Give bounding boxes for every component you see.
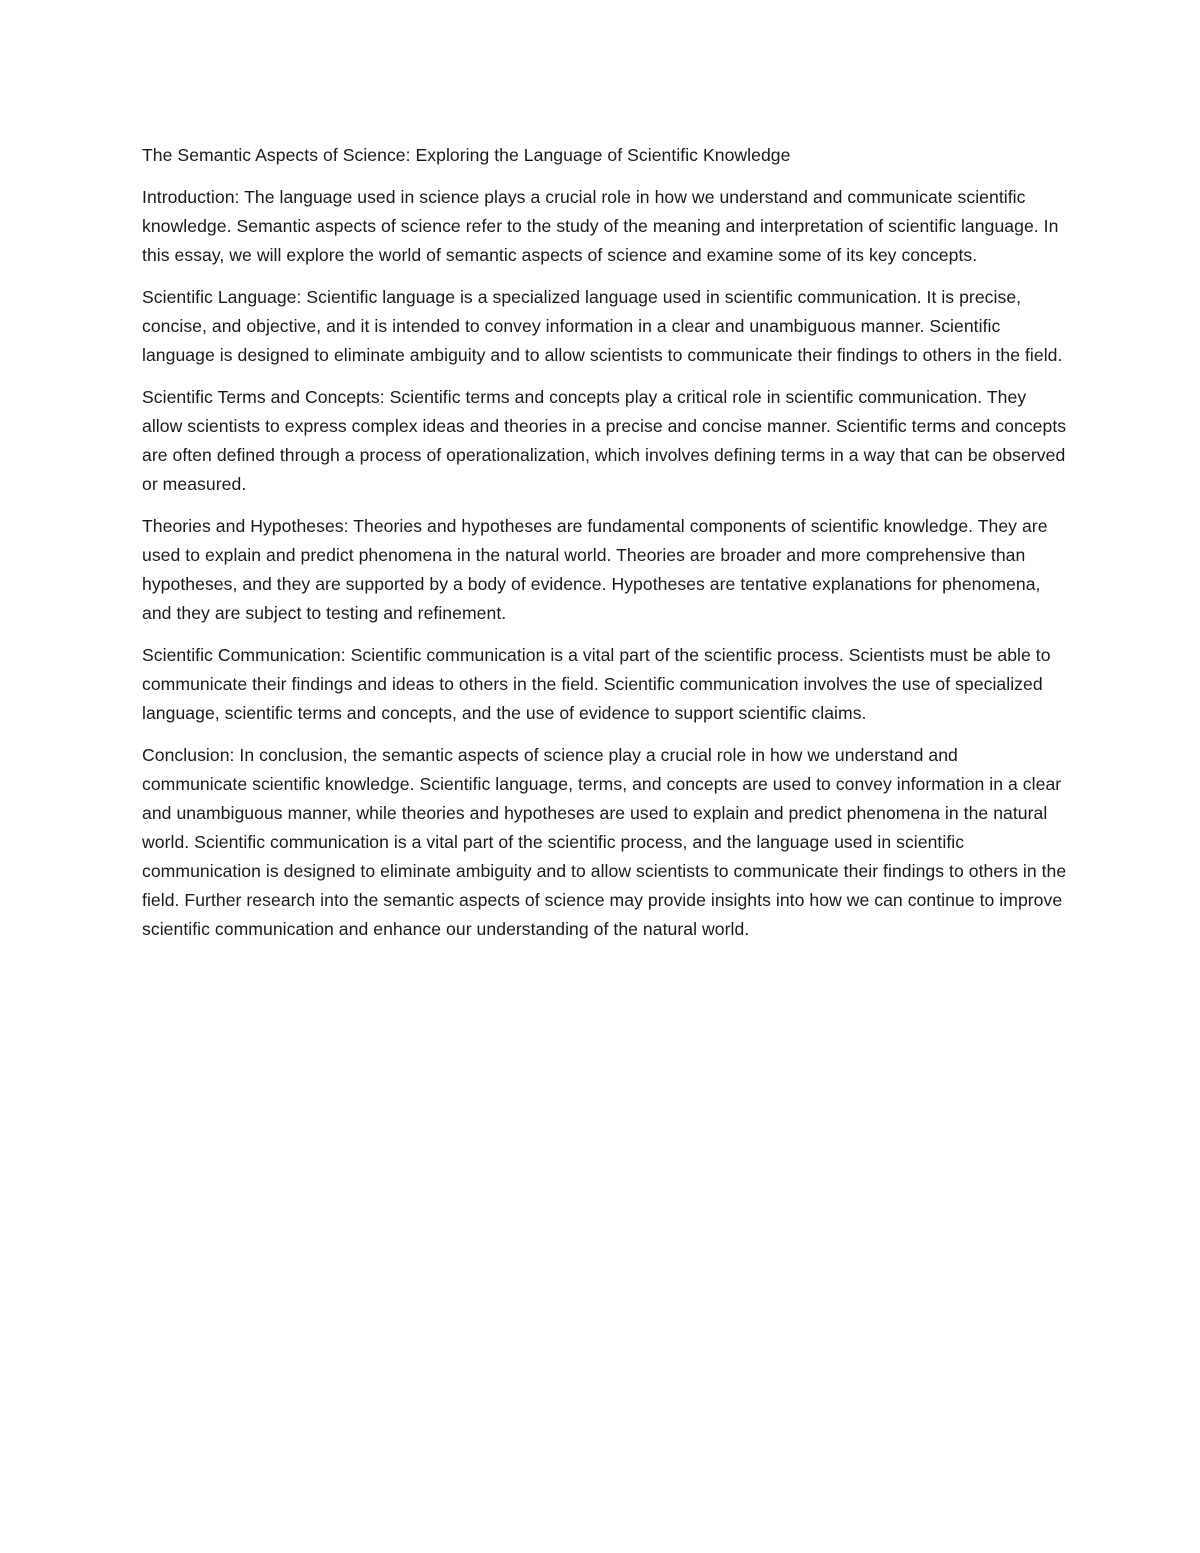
document-body <box>142 141 1067 957</box>
paragraph-scientific-terms: Scientific Terms and Concepts: Scientific terms and concepts play a critical role in scientific communication. They allow scientists to express complex ideas and theories in a precise and concise manner. Scientific terms and concepts are often defined through a process of operationalization, which involves defining terms in a way that can be observed or measured. <box>142 387 1067 494</box>
paragraph-introduction: Introduction: The language used in science plays a crucial role in how we understand and communicate scientific knowledge. Semantic aspects of science refer to the study of the meaning and interpretation of scientific language. In this essay, we will explore the world of semantic aspects of science and examine some of its key concepts. <box>142 187 1059 265</box>
paragraph-theories-hypotheses: Theories and Hypotheses: Theories and hypotheses are fundamental components of scientific knowledge. They are used to explain and predict phenomena in the natural world. Theories are broader and more comprehensive than hypotheses, and they are supported by a body of evidence. Hypotheses are tentative explanations for phenomena, and they are subject to testing and refinement. <box>142 516 1048 623</box>
paragraph-scientific-communication: Scientific Communication: Scientific communication is a vital part of the scientific process. Scientists must be able to communicate their findings and ideas to others in the field. Scientific communication involves the use of specialized language, scientific terms and concepts, and the use of evidence to support scientific claims. <box>142 645 1051 723</box>
document-title: The Semantic Aspects of Science: Exploring the Language of Scientific Knowledge <box>142 145 791 165</box>
paragraph-scientific-language: Scientific Language: Scientific language is a specialized language used in scientific communication. It is precise, concise, and objective, and it is intended to convey information in a clear and unambiguous manner. Scientific language is designed to eliminate ambiguity and to allow scientists to communicate their findings to others in the field. <box>142 287 1063 365</box>
paragraph-conclusion: Conclusion: In conclusion, the semantic aspects of science play a crucial role in how we understand and communicate scientific knowledge. Scientific language, terms, and concepts are used to convey information in a clear and unambiguous manner, while theories and hypotheses are used to explain and predict phenomena in the natural world. Scientific communication is a vital part of the scientific process, and the language used in scientific communication is designed to eliminate ambiguity and to allow scientists to communicate their findings to others in the field. Further research into the semantic aspects of science may provide insights into how we can continue to improve scientific communication and enhance our understanding of the natural world. <box>142 745 1067 939</box>
